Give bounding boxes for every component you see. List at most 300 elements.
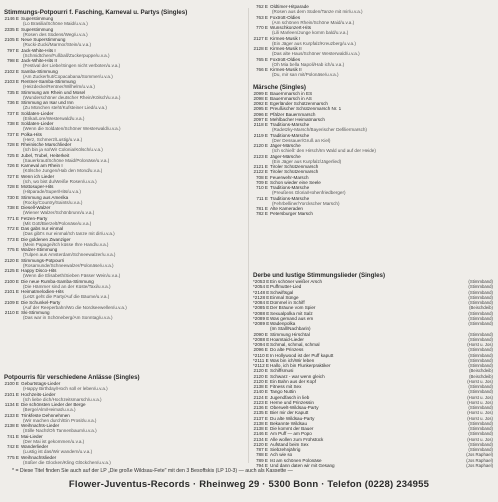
track-list: (Wiener Walzer/Schönbrunn/u.v.a.) (23, 210, 95, 216)
catalog-number: 2119 E (253, 132, 268, 138)
entry-title: Soldaten-Lieder (21, 110, 54, 116)
artist-label: (Stimmband) (468, 357, 493, 363)
catalog-number: 770 E (255, 25, 268, 30)
artist-label: (Horst u. Jos) (467, 410, 493, 416)
entry-title: Mai-Lieder (21, 433, 43, 439)
section-title-maersche: Märsche (Singles) (253, 83, 306, 91)
entry-title: Mottosuper-Hits (21, 184, 54, 189)
entry-title: Weihnachtslieder (21, 454, 57, 460)
artist-label: (Stimmband) (468, 331, 493, 337)
catalog-number: 2137 E (253, 415, 268, 421)
catalog-number: 771 E (6, 215, 19, 221)
track-list: (Ich, wo bist du/Weiße Rosen/u.v.a.) (23, 178, 97, 184)
track-list: (Der Mai ist gekommen/u.v.a.) (23, 438, 85, 444)
catalog-number: 781 E (255, 206, 268, 211)
catalog-number: 1134 E (4, 402, 19, 407)
footnote: * = Diese Titel finden Sie auch auf der LP „Die große Wildsau-Fete" mit den 3 Besoffskis (LP 10-3) — auch als Kassette — (12, 468, 293, 474)
track-list: (Mein Papagei/Ich küsse Ihre Hand/u.v.a.) (23, 241, 109, 247)
entry-title: Schwiftsgal (270, 289, 294, 295)
artist-label: (Jos Raphael) (466, 457, 493, 463)
catalog-number: 2090 E (253, 331, 268, 337)
track-list: (Das alte Haus/Schöner Westerwald/u.v.a.) (272, 51, 360, 57)
catalog-number: 2099 E (253, 90, 268, 96)
catalog-number: 742 E (6, 444, 19, 449)
catalog-number: 2135 E (253, 410, 268, 416)
entry-title: Traditions-Märsche (270, 195, 310, 201)
entry-title: Hoamtaid-Lieder (270, 336, 304, 342)
entry-title: Einmal Sünge (270, 294, 299, 300)
catalog-number: 735 E (6, 89, 19, 95)
artist-label: (Beischdeib) (469, 305, 493, 311)
artist-label: (Horst u. Jos) (467, 378, 493, 384)
entry-title: Was bin ich/Wir leben (270, 357, 315, 363)
artist-label: (Jos Raphael) (466, 462, 493, 468)
track-list: (Rosen aus dem Süden/Tanze mit mir/u.v.a.) (272, 9, 363, 15)
entry-title: Puffmutter-Lied (270, 284, 302, 290)
artist-label: (Stimmband) (468, 279, 493, 284)
entry-title: Fetzen-Party (21, 215, 48, 221)
catalog-number: 765 E (255, 56, 268, 62)
entry-title: Das gabs nur einmal (21, 226, 64, 231)
artist-label: (Horst u. Jos) (467, 415, 493, 421)
artist-label: (Stimmband) (468, 431, 493, 437)
entry-title: Ein Bahn aus der Kopf (270, 378, 316, 384)
catalog-number: *2089 E (253, 321, 270, 326)
track-list: (Am Zuckerhut/Copacabana/Sommer/u.v.a.) (23, 73, 113, 79)
catalog-number: 2335 E (4, 26, 19, 32)
entry-title: Jäger-Märsche (270, 153, 301, 159)
entry-title: Hochzeits-Lieder (21, 391, 56, 397)
catalog-number (253, 72, 270, 77)
entry-title: Bier mir der Kaputt (270, 410, 309, 416)
catalog-number: 2120 E (253, 143, 268, 148)
catalog-number: 2120 E (253, 373, 268, 379)
entry-title: Du alte Wildsau-Party (270, 415, 315, 421)
label-address-footer: Flower-Juventus-Records · Rheinweg 29 · 5300 Bonn · Telefon (0228) 234955 (68, 479, 430, 490)
column-divider (248, 8, 249, 463)
entry-title: Dümmel in Schiff (270, 300, 305, 305)
entry-title: Die schönsten Lieder der Berge (21, 402, 86, 407)
catalog-number: 773 E (6, 236, 19, 242)
entry-title: Der Bräune vom Spier (270, 305, 316, 311)
track-list: (Kölsche Jungen/Hab den Mond/u.v.a.) (23, 168, 103, 174)
artist-label: (Stimmband) (468, 289, 493, 295)
entry-title: In Hollywood ist der Puff kaputt (270, 352, 334, 358)
entry-title: Was gemand aus em (270, 315, 314, 321)
artist-label: (Horst u. Jos) (467, 394, 493, 400)
catalog-number: 782 E (255, 211, 268, 217)
catalog-number: 2127 E (253, 35, 268, 41)
catalog-number: 2110 E (4, 310, 19, 315)
catalog-number: 2123 E (253, 399, 268, 405)
catalog-number: 727 E (6, 173, 19, 179)
track-list: (Wir machen durch/Ein Prosit/u.v.a.) (23, 417, 97, 423)
catalog-number: *2111 E (253, 357, 269, 363)
catalog-number: *2088 E (253, 310, 270, 316)
entry-title: Die neue Rumba-Samba-Stimmung (21, 278, 94, 284)
section-title-derbe-lieder: Derbe und lustige Stimmungslieder (Singles) (253, 272, 386, 279)
entry-title: Wanderlieder (21, 444, 49, 449)
catalog-list (253, 91, 493, 217)
artist-label: (Horst u. Jos) (467, 436, 493, 442)
track-list: (Letzt geht die Party/Auf die Bäume/u.v.a.) (23, 294, 110, 300)
artist-label: (Stimmband) (468, 315, 493, 321)
entry-title: Bekannte Wildsau (270, 420, 308, 426)
entry-title: Schmal, schmal, schmal (270, 342, 320, 347)
catalog-number: 709 E (255, 179, 268, 185)
entry-title: Herne und Prinzessin (270, 399, 314, 405)
track-list: (Ich bin ja so/Wir Colonia/Kölsch/u.v.a.) (23, 147, 103, 153)
catalog-number: *2054 E (253, 284, 270, 290)
catalog-number: 2138 E (4, 423, 19, 428)
catalog-number: 710 E (255, 185, 268, 190)
catalog-number: 797 E (6, 47, 19, 53)
track-list: (Das war in Schöneberg/Am Sonntag/u.v.a.) (23, 315, 113, 321)
entry-title: Trinkfeste Dehnnehmen (21, 412, 70, 418)
catalog-number: 728 E (6, 184, 19, 189)
catalog-number: 2096 E (253, 347, 268, 353)
artist-label: (Stimmband) (468, 310, 493, 316)
entry-title: Soldaten-Lieder (21, 121, 54, 126)
catalog-number: 2125 E (4, 268, 19, 273)
catalog-list (253, 279, 493, 468)
catalog-number: 798 E (6, 58, 19, 63)
catalog-number: 2103 E (4, 79, 19, 84)
entry-title: Ein schöner weißer Arsch (270, 279, 323, 284)
entry-title: Samba-Stimmung (21, 68, 58, 74)
entry-title: Tango Nuttin (270, 389, 296, 395)
catalog-number: 738 E (6, 121, 19, 126)
track-list: (Festival der Liebe/Singen nicht verboten/u.v.a.) (23, 63, 121, 69)
track-list: (Tulpen aus Amsterdam/Schneewalzer/u.v.a.) (23, 252, 116, 258)
entry-title: Tiroler Schützenmarsch (270, 164, 319, 169)
track-list: (Am schönen Rhein/Schöne Maid/u.v.a.) (272, 19, 355, 25)
catalog-number: 2120 E (253, 378, 268, 384)
artist-label: (Stimmband) (468, 389, 493, 395)
entry-title: Schon wieder eine Seele (270, 179, 321, 185)
catalog-number: 2133 E (4, 412, 19, 418)
catalog-entry (253, 211, 493, 216)
entry-title: Stimmung aus Amerika (21, 194, 69, 200)
catalog-number: 2118 E (253, 122, 268, 127)
catalog-number: 728 E (6, 142, 19, 147)
entry-title: Happy Disco-Hits (21, 268, 57, 273)
track-list: (Süßer die Glocken/Kling Glöckchen/u.v.a.) (23, 459, 111, 465)
catalog-entry (4, 315, 242, 320)
catalog-number: 2138 E (253, 384, 268, 389)
catalog-number: 2123 E (253, 153, 268, 159)
catalog-entry (4, 460, 242, 465)
entry-title: Rentner-Samba-Stimmung (21, 79, 76, 84)
catalog-number: *2110 E (253, 352, 270, 358)
entry-title: Tiroler Schützenmarsch (270, 169, 319, 175)
track-list: (Oh Mia bella Napoli/Hab ich/u.v.a.) (272, 61, 345, 67)
catalog-number: 2134 E (253, 436, 268, 442)
track-list: (Wenn die Soldaten/Schöner Westerwald/u.v.a.) (23, 126, 121, 132)
entry-title: Heimatmelodien-Hits (21, 289, 64, 294)
artist-label: (Jos Raphael) (466, 452, 493, 458)
artist-label: (Beischdeib) (469, 368, 493, 374)
catalog-number: 2100 E (4, 381, 19, 386)
catalog-number: 737 E (6, 110, 19, 116)
catalog-number: 2109 E (4, 299, 19, 305)
track-list: (Die Hämmer sind an der Küste/Taxi/u.v.a.) (23, 283, 111, 289)
catalog-number: 711 E (256, 195, 268, 201)
entry-title: Schiffsmusi (270, 368, 294, 374)
catalog-number: 2138 E (253, 420, 268, 426)
entry-title: Jugendfasch in lieb (270, 394, 310, 400)
track-list: (Du, mir san mit/Polonäse/u.v.a.) (272, 72, 339, 78)
catalog-number: 2124 E (253, 394, 268, 400)
entry-title: Karneval am Rhein I (21, 163, 63, 168)
catalog-number: 737 E (6, 131, 19, 137)
entry-title: Wadenpolka (270, 321, 296, 326)
entry-title: Wunschkonzert-Hits (270, 25, 312, 30)
track-list: (Wunderschöner deutscher Rhein/Kölsch/u.v.a.) (23, 94, 121, 100)
entry-title: Superstimmung (21, 26, 54, 32)
entry-title: Alte Kameraden (270, 206, 303, 211)
track-list: (Rocky/Country/Saints/u.v.a.) (23, 199, 83, 205)
catalog-number: 2097 E (253, 116, 268, 122)
catalog-list (253, 4, 493, 78)
catalog-number: 2136 E (253, 405, 268, 410)
catalog-number: 2120 E (4, 257, 19, 263)
artist-label: (Stimmband) (468, 426, 493, 431)
entry-title: Jack-White-Hits II (21, 58, 57, 63)
catalog-number: 789 E (255, 457, 268, 463)
catalog-number: 772 E (6, 226, 19, 231)
catalog-number: 736 E (6, 100, 19, 105)
catalog-number: 2120 E (253, 368, 268, 374)
track-list: (Mit Gott/Bierzelt/Polonäse/u.v.a.) (23, 220, 92, 226)
track-list: (Lo Brasilia/Schöne Maid/u.v.a.) (23, 21, 88, 27)
catalog-number: 2102 E (4, 68, 19, 74)
entry-title: Kirmes-Musik I (270, 35, 301, 41)
catalog-number: *2089 E (253, 315, 270, 321)
entry-title: Die goldenen Zwanziger (21, 236, 71, 242)
catalog-number: 2101 E (4, 289, 19, 294)
entry-title: Jubel, Trubel, Heiterkeit (21, 152, 70, 158)
catalog-number: 2105 E (4, 37, 19, 42)
track-list: (Ich liebe dich/Hochzeitsmarsch/u.v.a.) (23, 396, 102, 402)
track-list: (Radetzky-Marsch/Bayerischer Defiliermarsch) (272, 127, 367, 133)
entry-title: Aufstand beim Sex (270, 441, 309, 447)
entry-title: Traditions-Märsche (270, 185, 310, 190)
entry-title: Bauernmarsch in ES (270, 90, 313, 96)
entry-title: Wenn ich Lieder (21, 173, 55, 179)
entry-title: Preußischer Schützenmarsch Nr. 1 (270, 106, 342, 112)
track-list: (Ein Jäger aus Kurpfalz/Jägerlied) (272, 158, 342, 164)
catalog-number: 2138 E (253, 426, 268, 431)
catalog-number: 762 E (255, 4, 268, 9)
catalog-number: *2088 E (253, 336, 270, 342)
artist-label: (Stimmband) (468, 284, 493, 290)
track-list: (Rosen des Südens/Weg/u.v.a.) (23, 31, 88, 37)
track-list: (Happy Birthday/Hoch soll er leben/u.v.a.) (23, 386, 108, 392)
entry-title: Am Puff — am Popo (270, 431, 312, 437)
artist-label: (Stimmband) (468, 405, 493, 410)
catalog-number: 726 E (6, 163, 19, 168)
catalog-number: 2140 E (253, 389, 268, 395)
catalog-number: 763 E (255, 14, 268, 20)
track-list: (Ein Jäger aus Kurpfalz/Kreuzberg/u.v.a.) (272, 40, 356, 46)
artist-label: (Stimmband) (468, 336, 493, 342)
catalog-number: 775 E (6, 247, 19, 252)
track-list: (Fehrbelliner/Yorckscher Marsch) (272, 200, 340, 206)
entry-title: Weihnachts-Lieder (21, 423, 60, 428)
entry-title: Kirmes-Musik II (270, 46, 302, 51)
track-list: (Das gibt's nur einmal/Ich tanze mit dir/u.v.a.) (23, 231, 115, 237)
artist-label: (Stimmband) (468, 441, 493, 447)
entry-title: Pfälzer Bauernmarsch (270, 111, 316, 117)
catalog-number: 2101 E (4, 391, 19, 397)
catalog-number: *2084 E (253, 300, 270, 305)
entry-title: Stimmungs-Potpourri (21, 257, 65, 263)
catalog-number: 788 E (255, 452, 268, 458)
track-list: (Der Dessauer/Gruß an Kiel) (272, 137, 331, 143)
entry-title: Die kommt der Bauer (270, 426, 314, 431)
track-list: (Heizdecke/Rentner/Wilhelm/u.v.a.) (23, 84, 95, 90)
entry-title: Ist am schönen Polonäse (270, 457, 322, 463)
track-list: (Hitparade/Super/Hits/u.v.a.) (23, 189, 81, 195)
catalog-number: *2148 E (253, 289, 270, 295)
entry-title: Ach wie so (270, 452, 293, 458)
entry-title: Egerländer Schützenmarsch (270, 101, 328, 106)
entry-title: Petersburger Marsch (270, 211, 313, 217)
artist-label: (Stimmband) (468, 352, 493, 358)
entry-title: Stimmung an Isar und Inn (21, 100, 74, 105)
entry-title: Fitness mit Sex (270, 384, 302, 389)
section-title-stimmungs-potpourri: Stimmungs-Potpourri f. Fasching, Karneval u. Partys (Singles) (4, 9, 188, 16)
artist-label: (Stimmband) (468, 447, 493, 452)
catalog-number: *2128 E (253, 294, 270, 300)
catalog-number: 2146 E (4, 16, 19, 21)
track-list: (Sauerkraut/Schöne Maid/Polonäse/u.v.a.) (23, 157, 110, 163)
catalog-number: *2085 E (253, 305, 270, 311)
catalog-number (4, 315, 21, 320)
entry-title: Polka-Hits (21, 131, 42, 137)
catalog-number: 2100 E (4, 278, 19, 284)
catalog-number: 794 E (255, 462, 268, 468)
artist-label: (Stimmband) (468, 300, 493, 305)
entry-title: Hallo, ich bin Flunkerpraktiker (270, 363, 331, 368)
track-list: (Auf der Reeperbahn/Wo die Nordseewellen/u.v.a.) (23, 304, 127, 310)
entry-title: Geburtstags-Lieder (21, 381, 61, 386)
track-list: (Herz, Schmerz/Lustig/u.v.a.) (23, 136, 83, 142)
track-list: (Rucki-Zucki/Marmor/Stein/u.v.a.) (23, 42, 92, 48)
track-list: (Erika/Lore/Westerwald/u.v.a.) (23, 115, 85, 121)
catalog-number: *2094 E (253, 342, 270, 347)
catalog-number: 2092 E (253, 101, 268, 106)
entry-title: Ski-Stimmung (21, 310, 50, 315)
catalog-number: 2098 E (253, 95, 268, 101)
right-column (253, 4, 493, 217)
catalog-number: 2096 E (253, 111, 268, 117)
track-list: (Lustig ist das/Wir wandern/u.v.a.) (23, 449, 93, 455)
artist-label: (Stimmband) (468, 347, 493, 353)
track-list: (Lili Marleen/Junge komm bald/u.v.a.) (272, 30, 349, 36)
entry-title: Oberwelt-Wildsau-Party (270, 405, 319, 410)
entry-title: Foxtrott-Oldies (270, 56, 301, 62)
catalog-list (4, 381, 242, 465)
catalog-number: 2095 E (253, 106, 268, 112)
track-list: (Ich schieß' den Hirsch/Im Wald und auf der Heide) (272, 148, 376, 154)
artist-label: (Beischdeib) (469, 373, 493, 379)
track-list: (Rosamunde/Schneewalzer/Polonäse/u.v.a.) (23, 262, 114, 268)
entry-title: Feuerwehr-Marsch (270, 174, 309, 180)
entry-title: Und dann daten wir mit Gesang (270, 462, 335, 468)
track-list: (Preußens Gloria/Hohenfriedberger) (272, 190, 346, 196)
artist-label: (Stimmband) (468, 363, 493, 368)
catalog-number: 2121 E (253, 164, 268, 169)
track-list: (Schmidtchen/Fußball/Zuckerpuppe/u.v.a.) (23, 52, 110, 58)
entry-title: Bauernmarsch in AS (270, 95, 312, 101)
catalog-number: 708 E (255, 174, 268, 180)
catalog-number: 2128 E (253, 46, 268, 51)
entry-title: Neue Superstimmung (21, 37, 66, 42)
track-list: (Berge/Alm/Heimat/u.v.a.) (23, 407, 76, 413)
track-list: (Zu München steht/Kufsteiner Lied/u.v.a.) (23, 105, 107, 111)
entry-title: Siebzehnjährig (270, 447, 301, 452)
catalog-number: 738 E (6, 205, 19, 210)
track-list: (Im Stall/Nachbarin) (270, 326, 311, 332)
entry-title: Jäger-Märsche (270, 143, 301, 148)
left-column (4, 9, 242, 321)
entry-title: Traditions-Märsche (270, 122, 310, 127)
catalog-number: 730 E (6, 194, 19, 200)
catalog-number: *2053 E (253, 279, 270, 284)
artist-label: (Stimmband) (468, 294, 493, 300)
entry-title: Oldtimer-Hitparade (270, 4, 309, 9)
catalog-number: 725 E (6, 152, 19, 158)
catalog-number: 2120 E (253, 441, 268, 447)
entry-title: Sexualpolka mit Salz (270, 310, 313, 316)
catalog-number: 2146 E (253, 431, 268, 437)
catalog-number (4, 460, 21, 465)
catalog-list (4, 16, 242, 321)
track-list: (Wenn die Elisabeth/Sieben Fässer Wein/u.v.a.) (23, 273, 121, 279)
artist-label: (Stimmband) (468, 321, 493, 326)
entry-title: Foxtrott-Oldies (270, 14, 301, 20)
entry-title: Alle wollen zum Frühstück (270, 436, 324, 442)
catalog-number: 766 E (255, 67, 268, 72)
catalog-number: *2112 E (253, 363, 270, 368)
entry-title: Stimmung am Rhein und Mosel (21, 89, 86, 95)
entry-title: Superstimmung (21, 16, 54, 21)
entry-title: Schwarz - war wenn gleich (270, 373, 325, 379)
artist-label: (Horst u. Jos) (467, 399, 493, 405)
section-title-potpourris: Potpourris für verschiedene Anlässe (Singles) (4, 374, 140, 381)
artist-label: (Stimmband) (468, 384, 493, 389)
entry-title: Walzer-Stimmung (21, 247, 58, 252)
left-column-lower (4, 374, 242, 465)
entry-title: Diesell-Walzer (21, 205, 51, 210)
catalog-number: 741 E (6, 433, 19, 439)
entry-title: Stimmung Hirschtal (270, 331, 310, 337)
artist-label: (Stimmband) (468, 420, 493, 426)
catalog-number: 2122 E (253, 169, 268, 175)
artist-label: (Horst u. Jos) (467, 342, 493, 347)
catalog-entry (253, 72, 493, 77)
entry-title: Traditions-Märsche (270, 132, 310, 138)
catalog-number: 775 E (6, 454, 19, 460)
entry-title: Die Schunkel-Party (21, 299, 61, 305)
entry-title: Jack-White-Hits I (21, 47, 56, 53)
track-list: (Stille Nacht/Oh Tannenbaum/u.v.a.) (23, 428, 97, 434)
entry-title: Do alte Prinzess (270, 347, 304, 353)
entry-title: Mehlbacher Heimatmarsch (270, 116, 325, 122)
right-column-lower (253, 272, 493, 468)
